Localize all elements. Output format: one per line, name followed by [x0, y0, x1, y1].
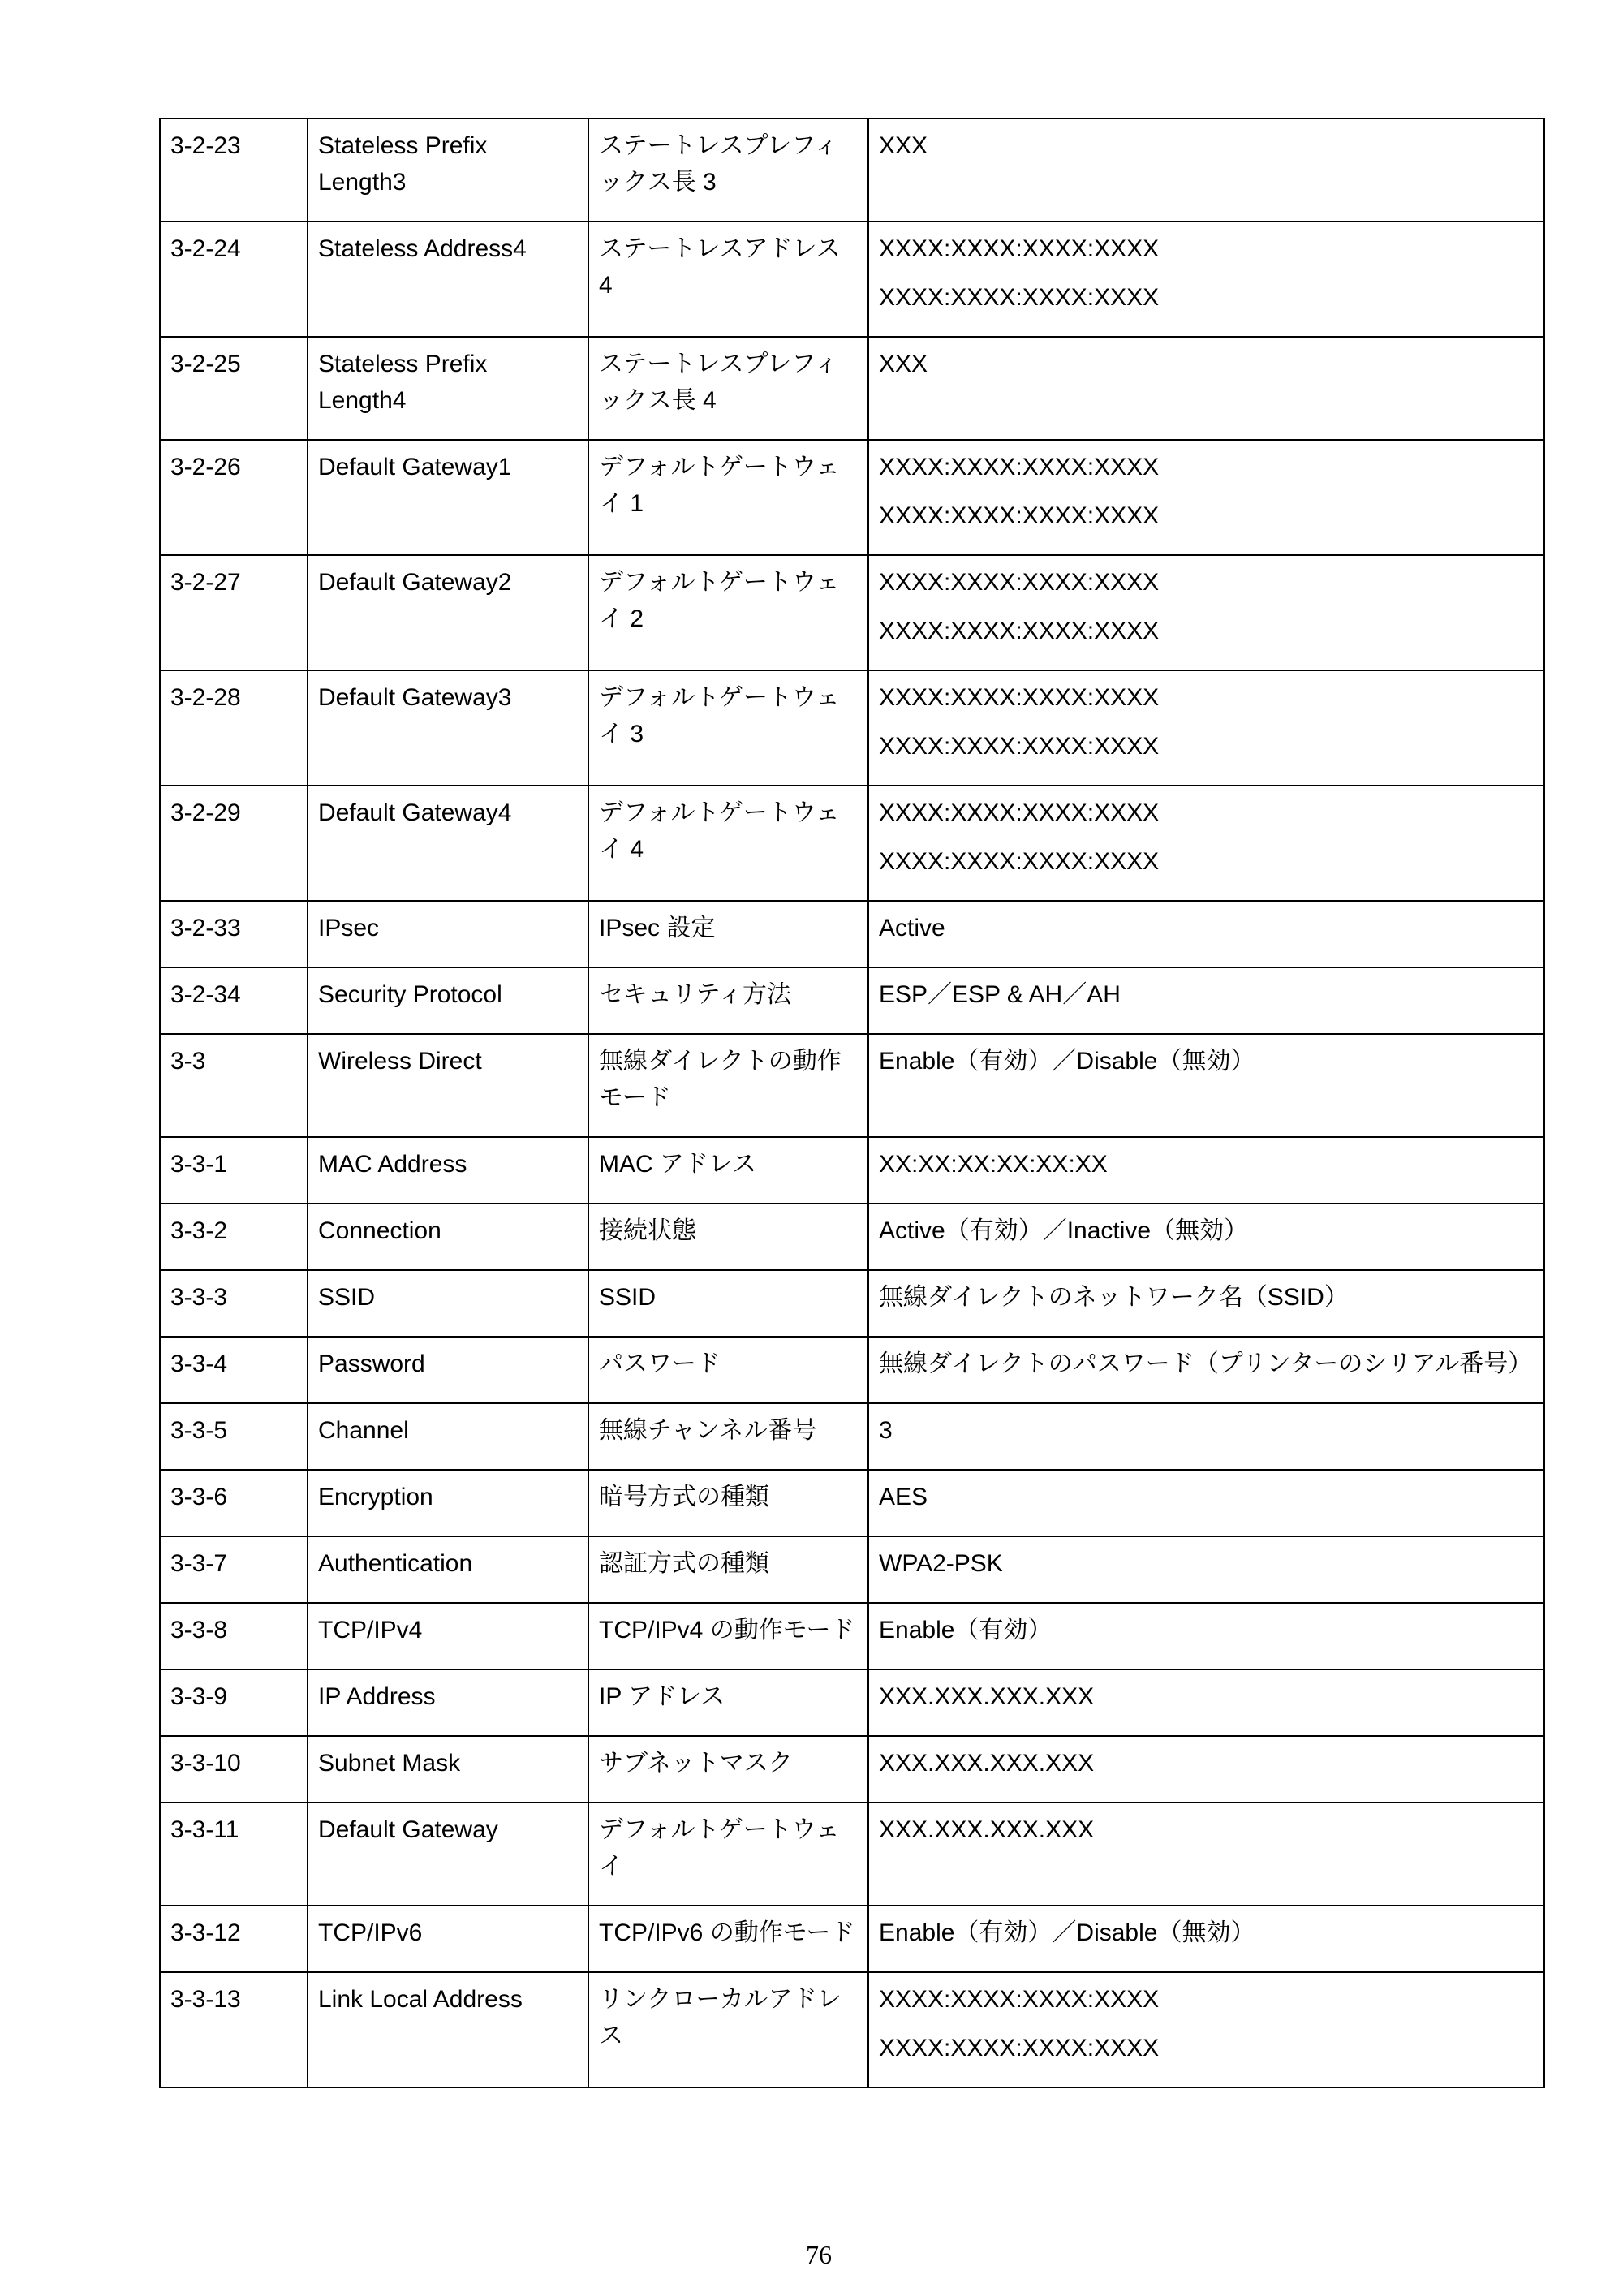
item-name-japanese-cell: ステートレスプレフィックス長 4: [588, 337, 868, 440]
item-name-english-cell: SSID: [308, 1270, 588, 1337]
setting-value-line: XXX: [879, 132, 928, 159]
setting-value-line: 無線ダイレクトのパスワード（プリンターのシリアル番号）: [879, 1350, 1533, 1377]
setting-value-cell: [868, 1204, 1544, 1270]
table-row: [160, 1669, 1544, 1736]
item-number-cell: 3-3-7: [160, 1536, 308, 1603]
setting-value-line: Enable（有効）: [879, 1617, 1053, 1643]
setting-value-cell: [868, 1137, 1544, 1204]
item-number-cell: 3-3-13: [160, 1972, 308, 2087]
settings-table: [159, 118, 1545, 2088]
setting-value-cell: [868, 1603, 1544, 1669]
item-name-english-cell: Channel: [308, 1403, 588, 1470]
item-name-english-cell: Stateless Prefix Length4: [308, 337, 588, 440]
table-row: [160, 1972, 1544, 2087]
setting-value-cell: [868, 967, 1544, 1034]
item-name-japanese-cell: デフォルトゲートウェイ 3: [588, 670, 868, 786]
item-number-cell: 3-2-23: [160, 118, 308, 222]
item-name-english-cell: Connection: [308, 1204, 588, 1270]
item-name-japanese-cell: MAC アドレス: [588, 1137, 868, 1204]
setting-value-line: 無線ダイレクトのネットワーク名（SSID）: [879, 1284, 1349, 1311]
setting-value-cell: [868, 786, 1544, 901]
item-number-cell: 3-3-6: [160, 1470, 308, 1536]
item-name-japanese-cell: パスワード: [588, 1337, 868, 1403]
item-number-cell: 3-2-29: [160, 786, 308, 901]
table-row: [160, 1906, 1544, 1972]
item-name-english-cell: MAC Address: [308, 1137, 588, 1204]
setting-value-line: ESP／ESP & AH／AH: [879, 981, 1121, 1008]
item-name-japanese-cell: IPsec 設定: [588, 901, 868, 967]
setting-value-line: XXXX:XXXX:XXXX:XXXX: [879, 618, 1160, 644]
setting-value-line: XXXX:XXXX:XXXX:XXXX: [879, 1986, 1160, 2013]
setting-value-cell: [868, 1034, 1544, 1137]
item-name-japanese-cell: SSID: [588, 1270, 868, 1337]
item-name-english-cell: Wireless Direct: [308, 1034, 588, 1137]
page-number: 76: [806, 2240, 832, 2269]
table-row: [160, 440, 1544, 555]
setting-value-cell: [868, 670, 1544, 786]
item-number-cell: 3-2-33: [160, 901, 308, 967]
setting-value-line: Active（有効）／Inactive（無効）: [879, 1217, 1249, 1244]
setting-value-line: XX:XX:XX:XX:XX:XX: [879, 1151, 1108, 1178]
setting-value-cell: [868, 1470, 1544, 1536]
table-row: [160, 1603, 1544, 1669]
table-row: [160, 1137, 1544, 1204]
table-row: [160, 967, 1544, 1034]
table-row: [160, 118, 1544, 222]
item-name-japanese-cell: デフォルトゲートウェイ 1: [588, 440, 868, 555]
table-row: [160, 1803, 1544, 1906]
item-number-cell: 3-3-1: [160, 1137, 308, 1204]
item-number-cell: 3-2-25: [160, 337, 308, 440]
setting-value-line: XXX.XXX.XXX.XXX: [879, 1750, 1095, 1777]
item-number-cell: 3-3-4: [160, 1337, 308, 1403]
item-name-english-cell: Link Local Address: [308, 1972, 588, 2087]
setting-value-line: XXXX:XXXX:XXXX:XXXX: [879, 502, 1160, 529]
item-name-english-cell: Subnet Mask: [308, 1736, 588, 1803]
item-number-cell: 3-2-27: [160, 555, 308, 670]
item-name-english-cell: Security Protocol: [308, 967, 588, 1034]
setting-value-line: XXXX:XXXX:XXXX:XXXX: [879, 684, 1160, 711]
setting-value-cell: [868, 1536, 1544, 1603]
setting-value-cell: [868, 1669, 1544, 1736]
item-number-cell: 3-3-8: [160, 1603, 308, 1669]
item-number-cell: 3-3-12: [160, 1906, 308, 1972]
setting-value-line: XXX.XXX.XXX.XXX: [879, 1683, 1095, 1710]
item-name-english-cell: Default Gateway2: [308, 555, 588, 670]
setting-value-line: XXXX:XXXX:XXXX:XXXX: [879, 235, 1160, 262]
table-row: [160, 222, 1544, 337]
table-row: [160, 1337, 1544, 1403]
setting-value-cell: [868, 1972, 1544, 2087]
item-name-japanese-cell: セキュリティ方法: [588, 967, 868, 1034]
item-name-english-cell: Default Gateway3: [308, 670, 588, 786]
item-name-japanese-cell: TCP/IPv6 の動作モード: [588, 1906, 868, 1972]
table-row: [160, 555, 1544, 670]
setting-value-line: Enable（有効）／Disable（無効）: [879, 1919, 1255, 1946]
setting-value-cell: [868, 1337, 1544, 1403]
setting-value-cell: [868, 222, 1544, 337]
item-name-english-cell: Default Gateway: [308, 1803, 588, 1906]
item-name-english-cell: Stateless Prefix Length3: [308, 118, 588, 222]
table-row: [160, 1403, 1544, 1470]
item-number-cell: 3-2-24: [160, 222, 308, 337]
item-name-english-cell: IPsec: [308, 901, 588, 967]
item-name-japanese-cell: リンクローカルアドレス: [588, 1972, 868, 2087]
item-number-cell: 3-3-2: [160, 1204, 308, 1270]
item-name-english-cell: Default Gateway1: [308, 440, 588, 555]
setting-value-line: Active: [879, 915, 945, 941]
item-name-japanese-cell: 無線ダイレクトの動作モード: [588, 1034, 868, 1137]
setting-value-line: XXXX:XXXX:XXXX:XXXX: [879, 733, 1160, 760]
item-name-english-cell: Authentication: [308, 1536, 588, 1603]
setting-value-line: AES: [879, 1484, 928, 1510]
setting-value-cell: [868, 1803, 1544, 1906]
item-number-cell: 3-2-26: [160, 440, 308, 555]
table-row: [160, 1204, 1544, 1270]
setting-value-line: XXX.XXX.XXX.XXX: [879, 1816, 1095, 1843]
item-name-english-cell: Stateless Address4: [308, 222, 588, 337]
setting-value-line: XXXX:XXXX:XXXX:XXXX: [879, 454, 1160, 480]
table-row: [160, 1736, 1544, 1803]
item-name-english-cell: TCP/IPv6: [308, 1906, 588, 1972]
setting-value-cell: [868, 440, 1544, 555]
table-row: [160, 1470, 1544, 1536]
item-name-japanese-cell: IP アドレス: [588, 1669, 868, 1736]
item-name-english-cell: TCP/IPv4: [308, 1603, 588, 1669]
item-name-japanese-cell: ステートレスプレフィックス長 3: [588, 118, 868, 222]
table-row: [160, 337, 1544, 440]
setting-value-cell: [868, 1270, 1544, 1337]
table-row: [160, 1270, 1544, 1337]
item-name-japanese-cell: 暗号方式の種類: [588, 1470, 868, 1536]
table-row: [160, 786, 1544, 901]
item-name-japanese-cell: 無線チャンネル番号: [588, 1403, 868, 1470]
item-name-english-cell: Encryption: [308, 1470, 588, 1536]
item-number-cell: 3-3-11: [160, 1803, 308, 1906]
setting-value-cell: [868, 901, 1544, 967]
table-row: [160, 901, 1544, 967]
item-number-cell: 3-3-9: [160, 1669, 308, 1736]
settings-table-body: [160, 118, 1544, 2087]
setting-value-line: XXXX:XXXX:XXXX:XXXX: [879, 569, 1160, 596]
item-name-english-cell: IP Address: [308, 1669, 588, 1736]
item-name-japanese-cell: ステートレスアドレス 4: [588, 222, 868, 337]
table-row: [160, 670, 1544, 786]
item-name-japanese-cell: デフォルトゲートウェイ: [588, 1803, 868, 1906]
item-name-japanese-cell: サブネットマスク: [588, 1736, 868, 1803]
setting-value-line: XXXX:XXXX:XXXX:XXXX: [879, 848, 1160, 875]
setting-value-line: WPA2-PSK: [879, 1550, 1003, 1577]
setting-value-cell: [868, 1736, 1544, 1803]
item-number-cell: 3-2-28: [160, 670, 308, 786]
setting-value-cell: [868, 1403, 1544, 1470]
setting-value-line: XXXX:XXXX:XXXX:XXXX: [879, 799, 1160, 826]
item-number-cell: 3-3-10: [160, 1736, 308, 1803]
setting-value-line: XXXX:XXXX:XXXX:XXXX: [879, 284, 1160, 311]
item-name-english-cell: Default Gateway4: [308, 786, 588, 901]
item-name-japanese-cell: デフォルトゲートウェイ 4: [588, 786, 868, 901]
setting-value-line: XXX: [879, 351, 928, 377]
item-number-cell: 3-3-3: [160, 1270, 308, 1337]
item-name-english-cell: Password: [308, 1337, 588, 1403]
item-name-japanese-cell: 接続状態: [588, 1204, 868, 1270]
setting-value-cell: [868, 118, 1544, 222]
table-row: [160, 1034, 1544, 1137]
item-number-cell: 3-3-5: [160, 1403, 308, 1470]
item-name-japanese-cell: デフォルトゲートウェイ 2: [588, 555, 868, 670]
setting-value-cell: [868, 1906, 1544, 1972]
item-number-cell: 3-3: [160, 1034, 308, 1137]
item-name-japanese-cell: 認証方式の種類: [588, 1536, 868, 1603]
item-name-japanese-cell: TCP/IPv4 の動作モード: [588, 1603, 868, 1669]
setting-value-line: Enable（有効）／Disable（無効）: [879, 1048, 1255, 1075]
setting-value-line: XXXX:XXXX:XXXX:XXXX: [879, 2035, 1160, 2061]
item-number-cell: 3-2-34: [160, 967, 308, 1034]
table-row: [160, 1536, 1544, 1603]
setting-value-line: 3: [879, 1417, 893, 1444]
setting-value-cell: [868, 555, 1544, 670]
setting-value-cell: [868, 337, 1544, 440]
